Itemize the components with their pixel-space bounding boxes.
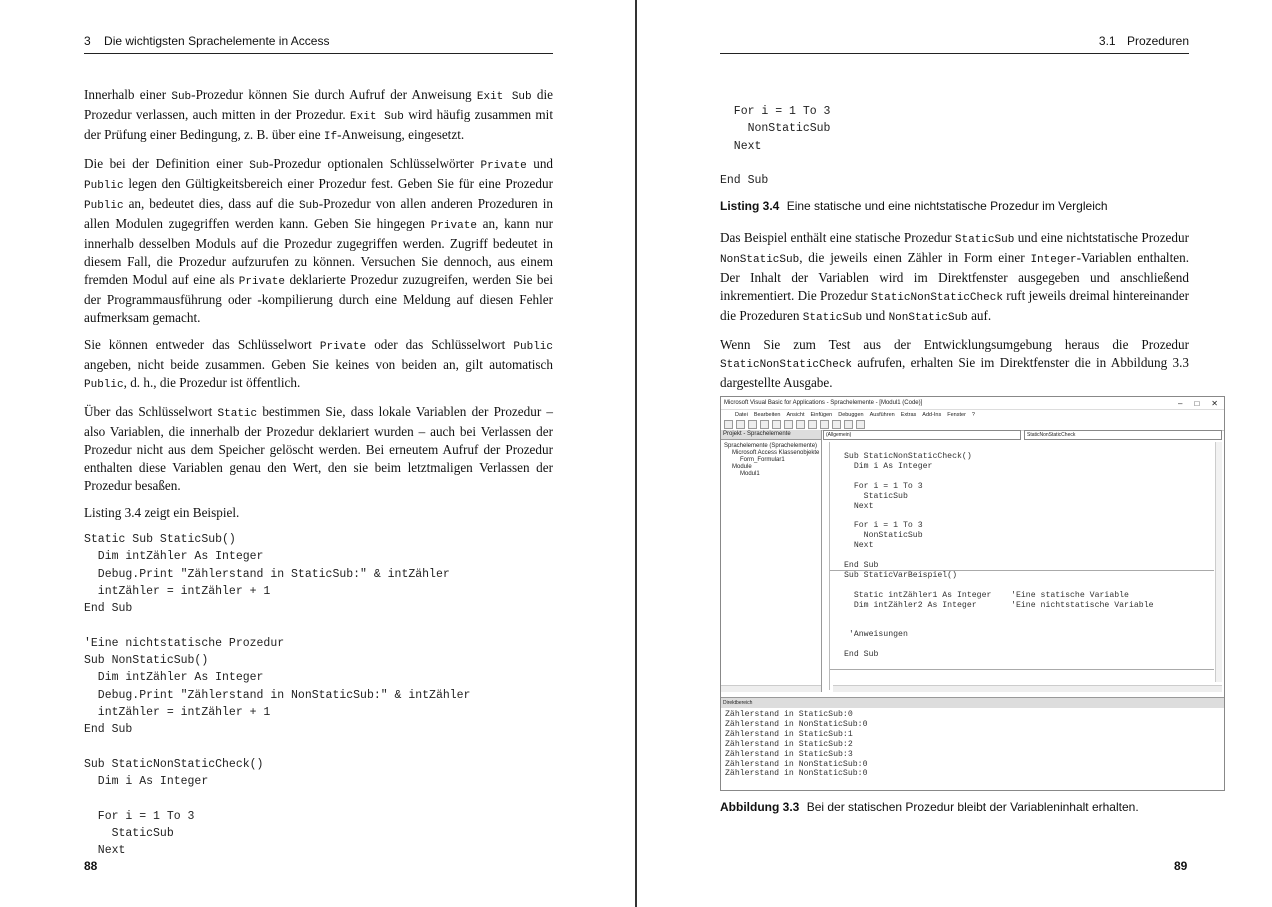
- code-line: Debug.Print "Zählerstand in StaticSub:" & intZähler: [84, 567, 450, 581]
- code-line: Sub NonStaticSub(): [84, 654, 209, 668]
- procedure-separator: [830, 570, 1214, 571]
- maximize-icon: □: [1194, 398, 1200, 408]
- running-header-left: [84, 34, 553, 54]
- inline-code: Sub: [298, 200, 319, 212]
- chapter-title: Die wichtigsten Sprachelemente in Access: [104, 34, 330, 48]
- right-paragraph: Das Beispiel enthält eine statische Prozedur StaticSub und eine nichtstatische Prozedur NonStaticSub, die jeweils einen Zähler in Form einer Integer-Variablen enthalten. Der Inhalt der Variablen wird im Direktfenster ausgegeben und anschließend inkrementiert. Die Prozedur StaticNonStaticCheck ruft jeweils dreimal hintereinander die Prozeduren StaticSub und NonStaticSub auf.: [720, 230, 1189, 325]
- figure-caption: [720, 800, 1240, 814]
- toolbar-button-icon: [736, 420, 745, 429]
- figure-caption-text: Bei der statischen Prozedur bleibt der Variableninhalt erhalten.: [806, 800, 1139, 814]
- toolbar-button-icon: [832, 420, 841, 429]
- menu-item: Fenster: [947, 411, 966, 418]
- inline-code: Exit Sub: [476, 91, 532, 103]
- inline-code: Sub: [171, 91, 192, 103]
- listing-caption-label: Listing 3.4: [720, 199, 780, 214]
- code-vscrollbar: [1215, 442, 1222, 682]
- code-line: [84, 790, 553, 807]
- inline-code: Public: [84, 379, 124, 391]
- section-title: Prozeduren: [1126, 34, 1189, 48]
- toolbar-button-icon: [796, 420, 805, 429]
- running-header-right: [720, 34, 1189, 54]
- menu-item: Extras: [900, 411, 917, 418]
- tree-item: Microsoft Access Klassenobjekte: [732, 450, 820, 456]
- right-page: [637, 0, 1272, 907]
- left-paragraph: Über das Schlüsselwort Static bestimmen Sie, dass lokale Variablen der Prozedur – also Variablen, die innerhalb der Prozedur deklariert wurden – auch bei Verlassen der Prozedur nicht aus dem Speicher gelöscht werden. Bei erneutem Aufruf der Prozedur enthalten diese Variablen genau den Wert, den sie beim letztmaligen Verlassen der Prozedur besaßen.: [84, 404, 553, 493]
- chapter-number: 3: [84, 34, 91, 48]
- procedure-separator: [830, 669, 1214, 670]
- code-line: Debug.Print "Zählerstand in NonStaticSub:" & intZähler: [84, 688, 471, 702]
- inline-code: Public: [513, 341, 553, 353]
- menu-item: ?: [971, 411, 975, 418]
- code-line: Static Sub StaticSub(): [84, 533, 236, 546]
- inline-code: Public: [84, 200, 124, 212]
- inline-code: Exit Sub: [350, 111, 404, 123]
- code-line: NonStaticSub: [720, 122, 831, 136]
- inline-code: Private: [480, 160, 527, 172]
- inline-code: Static: [217, 408, 258, 420]
- code-line: intZähler = intZähler + 1: [84, 705, 271, 719]
- code-line: [720, 155, 1189, 172]
- right-body-text: [720, 103, 1189, 401]
- immediate-output: Zählerstand in StaticSub:0 Zählerstand in NonStaticSub:0 Zählerstand in StaticSub:1 Zählerstand in StaticSub:2 Zählerstand in StaticSub:3 Zählerstand in NonStaticSub:0 Zählerstand in NonStaticSub:0: [725, 710, 868, 779]
- minimize-icon: –: [1178, 398, 1183, 408]
- toolbar-button-icon: [748, 420, 757, 429]
- inline-code: StaticSub: [954, 234, 1015, 247]
- code-line: End Sub: [84, 723, 133, 737]
- inline-code: NonStaticSub: [888, 312, 968, 325]
- code-combos: [823, 430, 1222, 440]
- vbe-menubar: [721, 410, 1224, 419]
- close-icon: ✕: [1211, 398, 1218, 408]
- toolbar-button-icon: [856, 420, 865, 429]
- code-proc2: Sub StaticVarBeispiel() Static intZähler1 As Integer 'Eine statische Variable Dim intZähler2 As Integer 'Eine nichtstatische Variable 'Anweisungen End Sub: [844, 570, 1154, 660]
- code-line: [84, 617, 553, 634]
- code-line: Dim i As Integer: [84, 775, 209, 789]
- section-number: 3.1: [1098, 34, 1116, 48]
- code-line: End Sub: [84, 602, 133, 616]
- code-line: For i = 1 To 3: [84, 809, 195, 823]
- vbe-titlebar: [721, 397, 1224, 410]
- menu-item: Bearbeiten: [753, 411, 781, 418]
- code-line: For i = 1 To 3: [720, 105, 831, 118]
- inline-code: Private: [319, 341, 367, 353]
- tree-item: Module: [732, 464, 752, 470]
- menu-item: Debuggen: [838, 411, 864, 418]
- inline-code: Private: [238, 276, 286, 288]
- code-line: Next: [720, 139, 762, 153]
- toolbar-button-icon: [760, 420, 769, 429]
- toolbar-button-icon: [808, 420, 817, 429]
- inline-code: StaticSub: [802, 312, 863, 325]
- listing-caption: [720, 199, 1189, 213]
- code-line: [84, 739, 553, 756]
- code-proc1: Sub StaticNonStaticCheck() Dim i As Integer For i = 1 To 3 StaticSub Next For i = 1 To 3 NonStaticSub Next End Sub: [844, 452, 972, 570]
- menu-item: Ausführen: [869, 411, 895, 418]
- vba-editor-screenshot: [720, 396, 1225, 791]
- left-paragraph: Innerhalb einer Sub-Prozedur können Sie durch Aufruf der Anweisung Exit Sub die Prozedur verlassen, auch mitten in der Prozedur. Exit Sub wird häufig zusammen mit der Prüfung einer Bedingung, z. B. über eine If-Anweisung, eingesetzt.: [84, 87, 553, 143]
- project-explorer: [721, 430, 822, 692]
- code-line: 'Eine nichtstatische Prozedur: [84, 636, 285, 650]
- inline-code: Integer: [1030, 254, 1077, 267]
- toolbar-button-icon: [784, 420, 793, 429]
- code-line: intZähler = intZähler + 1: [84, 584, 271, 598]
- project-explorer-title: Projekt - Sprachelemente: [721, 430, 821, 440]
- immediate-window-title: Direktbereich: [721, 698, 1224, 708]
- code-line: Sub StaticNonStaticCheck(): [84, 757, 264, 771]
- project-hscrollbar: [721, 685, 821, 692]
- procedure-combo: StaticNonStaticCheck: [1024, 430, 1222, 440]
- code-listing-part1: [84, 531, 553, 860]
- menu-item: Ansicht: [786, 411, 805, 418]
- window-buttons: [1178, 399, 1224, 408]
- code-hscrollbar: [833, 685, 1222, 692]
- tree-item: Form_Formular1: [740, 457, 785, 463]
- code-listing-part2: [720, 103, 1189, 189]
- code-line: Dim intZähler As Integer: [84, 550, 264, 564]
- figure-caption-label: Abbildung 3.3: [720, 800, 800, 814]
- code-line: Dim intZähler As Integer: [84, 671, 264, 685]
- page-number-left: 88: [84, 859, 98, 873]
- inline-code: Public: [84, 180, 124, 192]
- project-tree: [721, 440, 821, 478]
- inline-code: Sub: [249, 160, 269, 172]
- left-paragraphs: [84, 86, 553, 522]
- listing-caption-text: Eine statische und eine nichtstatische Prozedur im Vergleich: [786, 199, 1108, 214]
- toolbar-button-icon: [772, 420, 781, 429]
- immediate-window: [721, 697, 1224, 791]
- tree-item: Modul1: [740, 471, 760, 477]
- code-line: Next: [84, 844, 126, 858]
- code-window-text: [829, 442, 1214, 690]
- inline-code: StaticNonStaticCheck: [720, 359, 853, 372]
- right-paragraphs: [720, 229, 1189, 392]
- page-number-right: 89: [1174, 859, 1188, 873]
- inline-code: NonStaticSub: [720, 254, 800, 267]
- menu-item: Datei: [735, 411, 748, 418]
- toolbar-button-icon: [724, 420, 733, 429]
- left-body-text: [84, 86, 553, 860]
- left-paragraph: Listing 3.4 zeigt ein Beispiel.: [84, 505, 240, 520]
- code-window: [823, 430, 1222, 692]
- right-paragraph: Wenn Sie zum Test aus der Entwicklungsumgebung heraus die Prozedur StaticNonStaticCheck aufrufen, erhalten Sie im Direktfenster die in Abbildung 3.3 dargestellte Ausgabe.: [720, 337, 1189, 391]
- vbe-title-text: Microsoft Visual Basic for Applications - Sprachelemente - [Modul1 (Code)]: [724, 400, 923, 406]
- code-line: StaticSub: [84, 827, 174, 841]
- code-line: End Sub: [720, 174, 769, 188]
- inline-code: If: [323, 131, 338, 143]
- toolbar-button-icon: [820, 420, 829, 429]
- left-paragraph: Die bei der Definition einer Sub-Prozedur optionalen Schlüsselwörter Private und Public legen den Gültigkeitsbereich einer Prozedur fest. Geben Sie für eine Prozedur Public an, bedeutet dies, dass auf die Sub-Prozedur von allen anderen Prozeduren in allen Modulen zugegriffen werden kann. Geben Sie hingegen Private an, kann nur innerhalb desselben Moduls auf die Prozedur zugegriffen werden. Zugriff bedeutet in diesem Fall, die Prozedur aufzurufen zu können. Versuchen Sie dennoch, aus einem fremden Modul auf eine als Private deklarierte Prozedur zuzugreifen, werden Sie bei der Programmausführung oder -kompilierung durch eine Meldung auf diesen Fehler aufmerksam gemacht.: [84, 156, 554, 325]
- inline-code: StaticNonStaticCheck: [870, 292, 1003, 305]
- inline-code: Private: [430, 220, 477, 232]
- menu-item: Einfügen: [810, 411, 833, 418]
- left-paragraph: Sie können entweder das Schlüsselwort Private oder das Schlüsselwort Public angeben, nicht beide zusammen. Geben Sie keines von beiden an, gilt automatisch Public, d. h., die Prozedur ist öffentlich.: [84, 337, 553, 391]
- tree-item: Sprachelemente (Sprachelemente): [724, 443, 818, 449]
- toolbar-button-icon: [844, 420, 853, 429]
- menu-item: Add-Ins: [922, 411, 942, 418]
- object-combo: (Allgemein): [823, 430, 1021, 440]
